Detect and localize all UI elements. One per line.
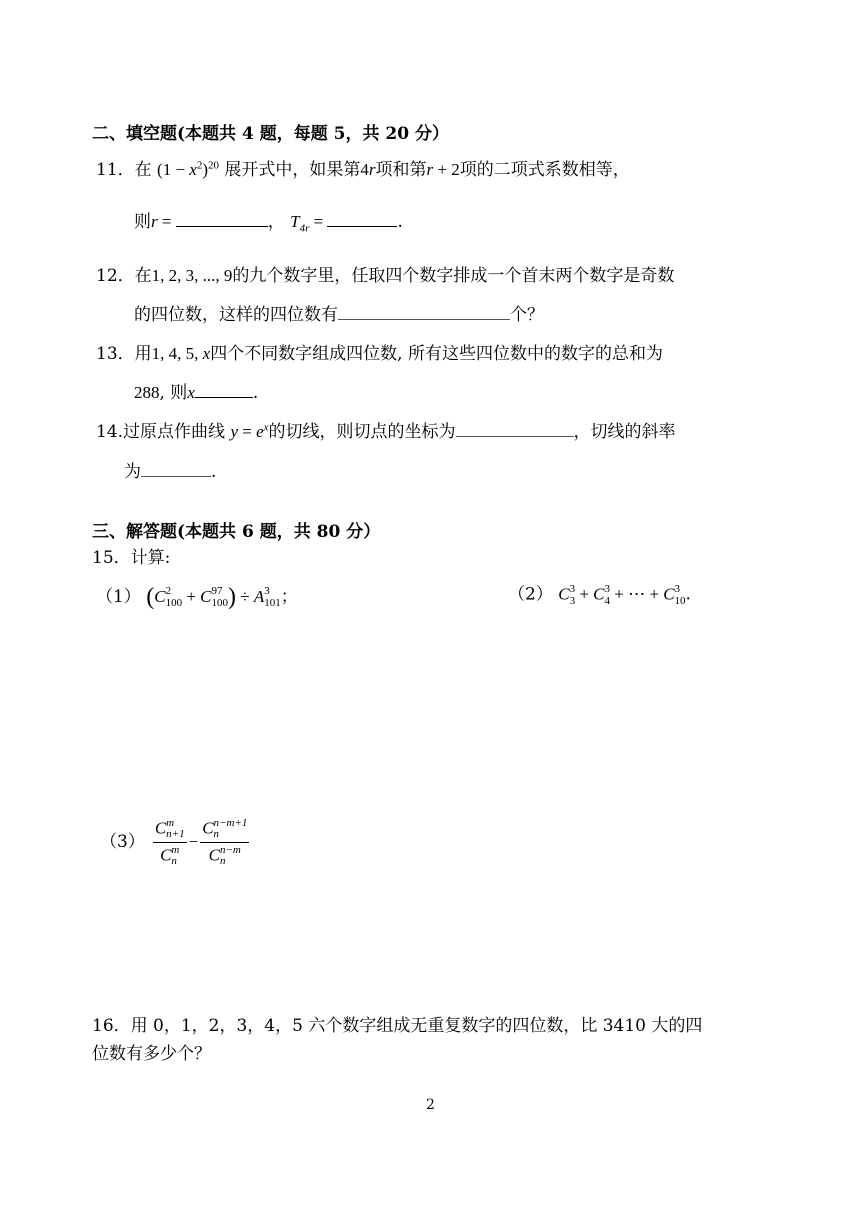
answer-blank-point[interactable] <box>456 422 574 437</box>
answer-blank-slope[interactable] <box>141 462 211 477</box>
question-13-line-2: 288, 则x . <box>134 383 259 403</box>
question-number: 13． <box>96 344 135 364</box>
question-number: 11． <box>96 160 135 180</box>
answer-blank-count[interactable] <box>338 305 510 320</box>
section-heading-solutions: 三、解答题(本题共 6 题，共 80 分） <box>92 522 381 542</box>
question-14-line-1: 14.过原点作曲线 $y = e^x$的切线，则切点的坐标为 ，切线的斜率 <box>96 421 676 442</box>
question-14-line-2: 为 . <box>124 462 217 482</box>
question-15-part-3: （3） C m n+1 C m n − C n−m+1 n C n−m n <box>100 817 248 867</box>
answer-blank-term[interactable] <box>327 212 397 227</box>
question-15-part-2: （2） C 3 3 + C 3 4 + ⋯ + C 3 10 . <box>508 583 691 607</box>
question-number: 14. <box>96 422 124 442</box>
page-number: 2 <box>426 1097 435 1113</box>
question-12-line-1: 12．在1, 2, 3, ..., 9的九个数字里，任取四个数字排成一个首末两个数字是奇数 <box>96 266 675 286</box>
term-T: $T_{4r}$ <box>290 212 310 235</box>
question-13-line-1: 13．用1, 4, 5, x四个不同数字组成四位数, 所有这些四位数中的数字的总和为 <box>96 344 663 364</box>
question-12-line-2: 的四位数，这样的四位数有 个？ <box>134 305 544 325</box>
section-heading-fill-in: 二、填空题(本题共 4 题，每题 5，共 20 分） <box>92 124 449 144</box>
question-11-line-1: 11．在 $(1 - x^2)^{20}$ 展开式中，如果第4r项和第r + 2项的二项式系数相等， <box>96 159 630 180</box>
question-16-line-2: 位数有多少个？ <box>92 1044 211 1064</box>
fraction-2: C n−m+1 n C n−m n <box>202 817 248 867</box>
question-15-part-1: （1） (C 2 100 + C 97 100 ) ÷ A 3 101 ； <box>96 584 298 610</box>
answer-blank-x[interactable] <box>195 383 253 398</box>
fraction-1: C m n+1 C m n <box>154 817 185 867</box>
binomial-expression: $(1 - x^2)^{20}$ <box>157 159 220 179</box>
question-16-line-1: 16．用 0，1，2，3，4，5 六个数字组成无重复数字的四位数，比 3410 大的四 <box>92 1016 703 1036</box>
question-number: 12． <box>96 266 135 286</box>
answer-blank-r[interactable] <box>176 212 268 227</box>
question-11-line-2: 则r = ， $T_{4r}$ = . <box>134 212 403 235</box>
question-15-label: 15．计算: <box>92 548 171 568</box>
